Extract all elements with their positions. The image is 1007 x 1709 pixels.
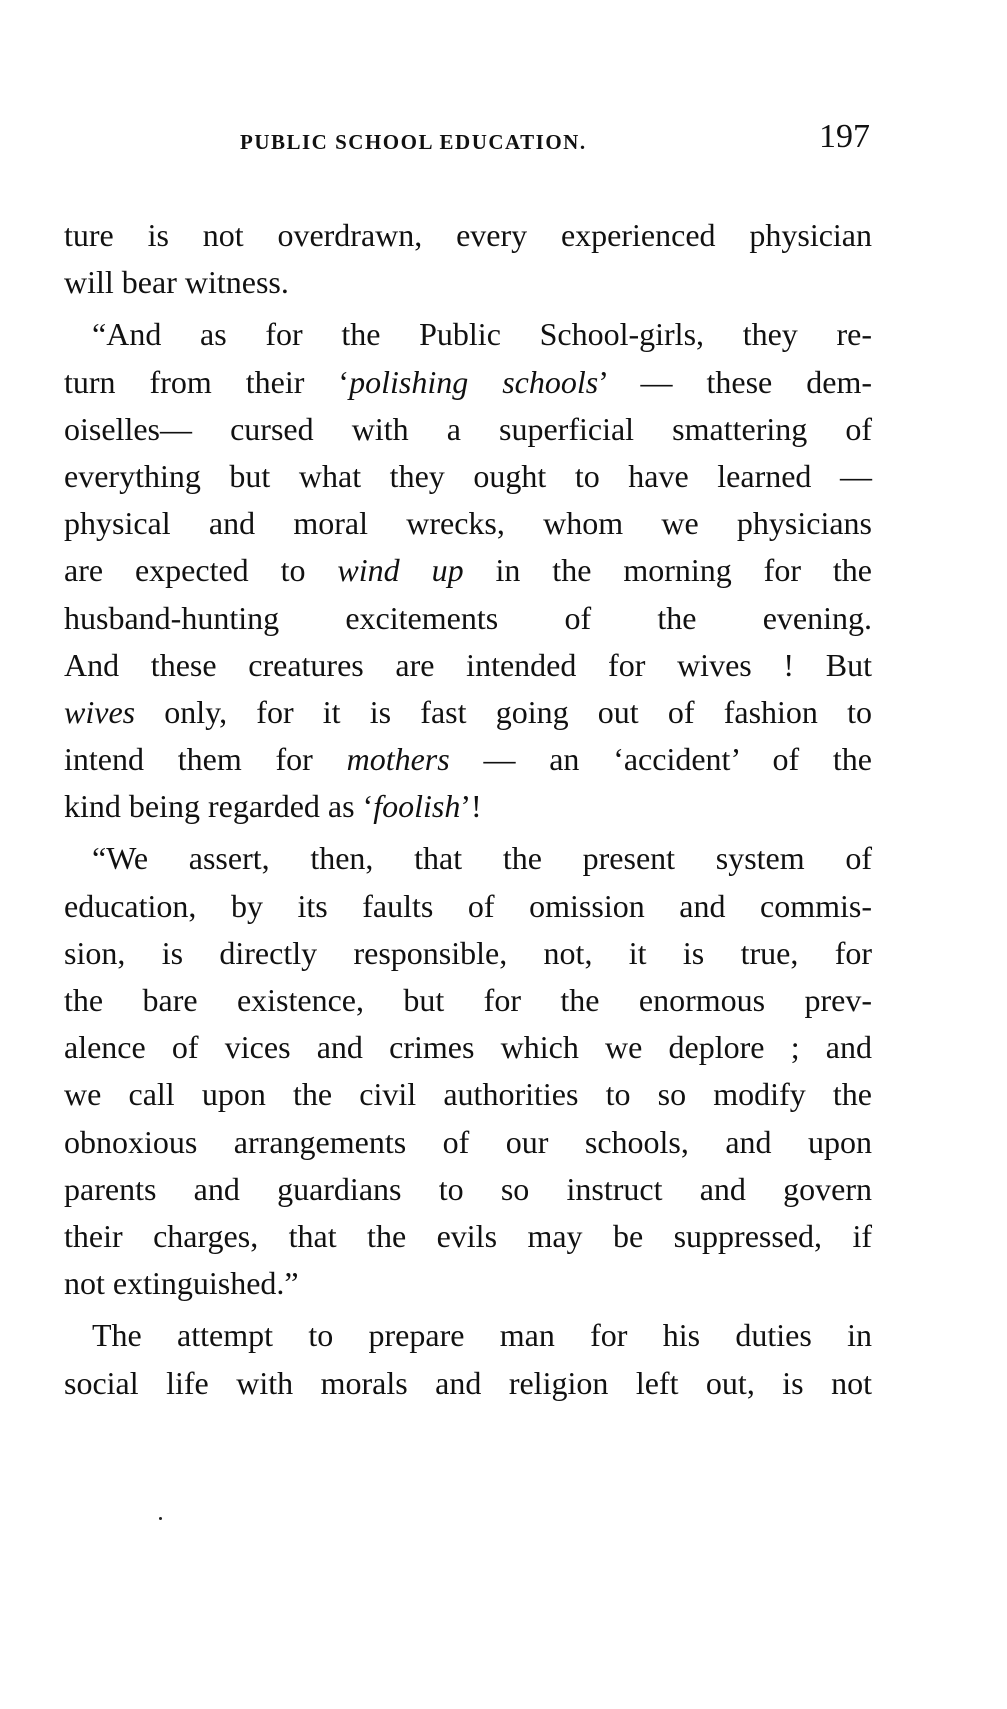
paragraph-4 bbox=[64, 1312, 872, 1406]
italic-run: wives bbox=[64, 693, 136, 730]
text-line: obnoxious arrangements of our schools, and upon bbox=[64, 1123, 872, 1160]
italic-run: polishing schools bbox=[349, 363, 599, 400]
text-line: we call upon the civil authorities to so modify the bbox=[64, 1076, 872, 1113]
text-line: “We assert, then, that the present system of bbox=[92, 840, 872, 877]
text-line: will bear witness. bbox=[64, 264, 289, 301]
italic-run: mothers bbox=[346, 741, 450, 778]
text-line: sion, is directly responsible, not, it is true, for bbox=[64, 934, 872, 971]
text-run: kind being regarded as ‘ bbox=[64, 788, 374, 825]
text-run: only, for it is fast going out of fashion to bbox=[135, 693, 872, 730]
paragraph-3 bbox=[64, 835, 872, 1307]
paragraph-2 bbox=[64, 311, 872, 830]
text-line: husband-hunting excitements of the evening. bbox=[64, 599, 872, 636]
text-line: And these creatures are intended for wives ! But bbox=[64, 646, 872, 683]
italic-run: foolish bbox=[373, 788, 461, 825]
text-run: intend them for bbox=[64, 741, 347, 778]
text-line bbox=[64, 359, 872, 406]
text-line bbox=[64, 783, 872, 830]
paragraph-1 bbox=[64, 212, 872, 306]
text-line bbox=[64, 689, 872, 736]
text-run: ’ — these dem- bbox=[598, 363, 873, 400]
text-run: ’! bbox=[460, 788, 482, 825]
text-line: alence of vices and crimes which we deplore ; and bbox=[64, 1029, 872, 1066]
text-line: physical and moral wrecks, whom we physicians bbox=[64, 505, 872, 542]
text-line: the bare existence, but for the enormous prev- bbox=[64, 982, 872, 1018]
italic-run: wind up bbox=[337, 552, 464, 589]
text-run: in the morning for the bbox=[463, 552, 873, 589]
scan-speck bbox=[159, 1517, 162, 1520]
text-line: everything but what they ought to have learned — bbox=[64, 457, 872, 494]
page-body bbox=[64, 212, 872, 1407]
page-number: 197 bbox=[819, 118, 870, 155]
text-line: “And as for the Public School-girls, they re- bbox=[92, 316, 872, 353]
text-line: social life with morals and religion left out, is not bbox=[64, 1364, 872, 1401]
text-run: — an ‘accident’ of the bbox=[449, 741, 872, 778]
text-run: turn from their ‘ bbox=[64, 363, 350, 400]
text-line: ture is not overdrawn, every experienced physician bbox=[64, 217, 872, 253]
text-line bbox=[64, 547, 872, 594]
text-line: parents and guardians to so instruct and govern bbox=[64, 1170, 872, 1207]
text-line: education, by its faults of omission and commis- bbox=[64, 887, 872, 924]
text-line: their charges, that the evils may be suppressed, if bbox=[64, 1217, 872, 1254]
text-run: are expected to bbox=[64, 552, 338, 589]
text-line bbox=[64, 736, 872, 783]
running-head: PUBLIC SCHOOL EDUCATION. bbox=[240, 130, 587, 154]
text-line: not extinguished.” bbox=[64, 1265, 299, 1302]
text-line: oiselles— cursed with a superficial smattering of bbox=[64, 410, 872, 447]
page-header bbox=[240, 118, 870, 158]
text-line: The attempt to prepare man for his duties in bbox=[92, 1317, 872, 1354]
